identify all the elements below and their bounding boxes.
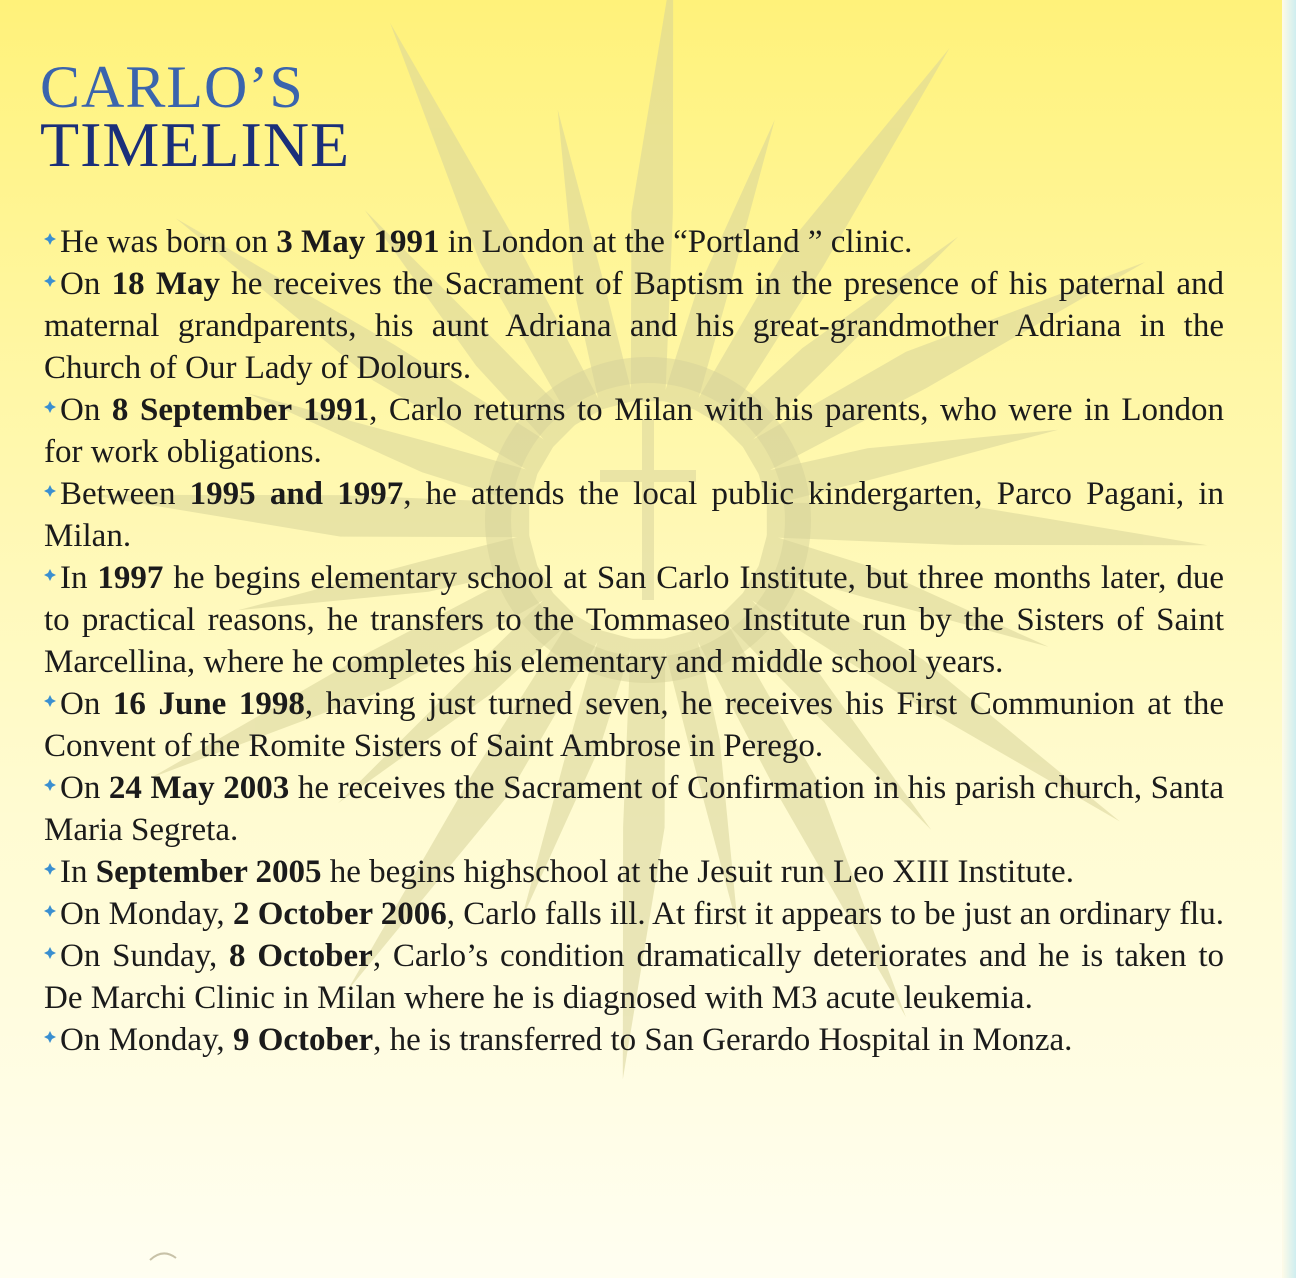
entry-text: , Carlo’s condition dramatically deteriorates and he is taken to De Marchi Clinic in Milan where he is diagnosed with M3 acute leukemia.	[44, 938, 1225, 1016]
title-line-2: TIMELINE	[40, 109, 351, 180]
entry-date: 2 October 2006	[232, 896, 447, 932]
entry-text: On	[60, 770, 109, 806]
entry-text: He was born on	[60, 224, 277, 260]
page-title	[40, 54, 351, 180]
diamond-bullet-icon	[44, 905, 56, 917]
timeline-entry	[44, 473, 1224, 557]
entry-text: On Monday,	[60, 896, 233, 932]
diamond-bullet-icon	[44, 779, 56, 791]
timeline-entry	[44, 1019, 1224, 1061]
timeline-entry	[44, 935, 1224, 1019]
entry-date: 16 June 1998	[112, 686, 305, 722]
entry-text: On	[60, 266, 112, 302]
entry-text: , he attends the local public kindergarten, Parco Pagani, in Milan.	[44, 476, 1224, 554]
entry-text: he receives the Sacrament of Confirmation in his parish church, Santa Maria Segreta.	[44, 770, 1224, 848]
timeline-entry	[44, 683, 1224, 767]
timeline-list	[44, 221, 1224, 1061]
diamond-bullet-icon	[44, 233, 56, 245]
entry-date: 1995 and 1997	[189, 476, 404, 512]
timeline-entry	[44, 893, 1224, 935]
timeline-entry	[44, 221, 1224, 263]
entry-text: , he is transferred to San Gerardo Hospital in Monza.	[373, 1022, 1073, 1058]
timeline-entry	[44, 851, 1224, 893]
entry-date: 8 October	[229, 938, 373, 974]
entry-date: 18 May	[111, 266, 220, 302]
entry-date: 3 May 1991	[276, 224, 440, 260]
diamond-bullet-icon	[44, 947, 56, 959]
title-line-1: CARLO’S	[40, 54, 304, 120]
entry-text: , Carlo returns to Milan with his parents, who were in London for work obligations.	[44, 392, 1224, 470]
entry-text: he receives the Sacrament of Baptism in the presence of his paternal and maternal grandparents, his aunt Adriana and his great-grandmother Adriana in the Church of Our Lady of Dolours.	[44, 266, 1224, 386]
diamond-bullet-icon	[44, 485, 56, 497]
entry-date: 8 September 1991	[111, 392, 370, 428]
entry-text: he begins highschool at the Jesuit run Leo XIII Institute.	[321, 854, 1074, 890]
diamond-bullet-icon	[44, 569, 56, 581]
timeline-entry	[44, 263, 1224, 389]
timeline-entry	[44, 767, 1224, 851]
diamond-bullet-icon	[44, 1031, 56, 1043]
entry-text: On	[60, 392, 112, 428]
timeline-entry	[44, 557, 1224, 683]
entry-date: 24 May 2003	[108, 770, 290, 806]
entry-text: Between	[60, 476, 190, 512]
page-edge	[1282, 0, 1296, 1278]
diamond-bullet-icon	[44, 401, 56, 413]
scan-mark	[148, 1246, 178, 1264]
entry-date: September 2005	[95, 854, 322, 890]
entry-text: On Monday,	[60, 1022, 233, 1058]
diamond-bullet-icon	[44, 695, 56, 707]
entry-text: In	[60, 854, 96, 890]
entry-text: in London at the “Portland ” clinic.	[439, 224, 913, 260]
entry-text: On	[60, 686, 113, 722]
entry-text: In	[60, 560, 98, 596]
entry-text: , Carlo falls ill. At first it appears to be just an ordinary flu.	[446, 896, 1224, 932]
entry-date: 1997	[97, 560, 164, 596]
entry-text: On Sunday,	[60, 938, 230, 974]
entry-text: he begins elementary school at San Carlo Institute, but three months later, due to practical reasons, he transfers to the Tommaseo Institute run by the Sisters of Saint Marcellina, where he completes his elementary and middle school years.	[44, 560, 1224, 680]
diamond-bullet-icon	[44, 863, 56, 875]
entry-text: , having just turned seven, he receives his First Communion at the Convent of the Romite Sisters of Saint Ambrose in Perego.	[44, 686, 1224, 764]
entry-date: 9 October	[232, 1022, 374, 1058]
diamond-bullet-icon	[44, 275, 56, 287]
timeline-entry	[44, 389, 1224, 473]
